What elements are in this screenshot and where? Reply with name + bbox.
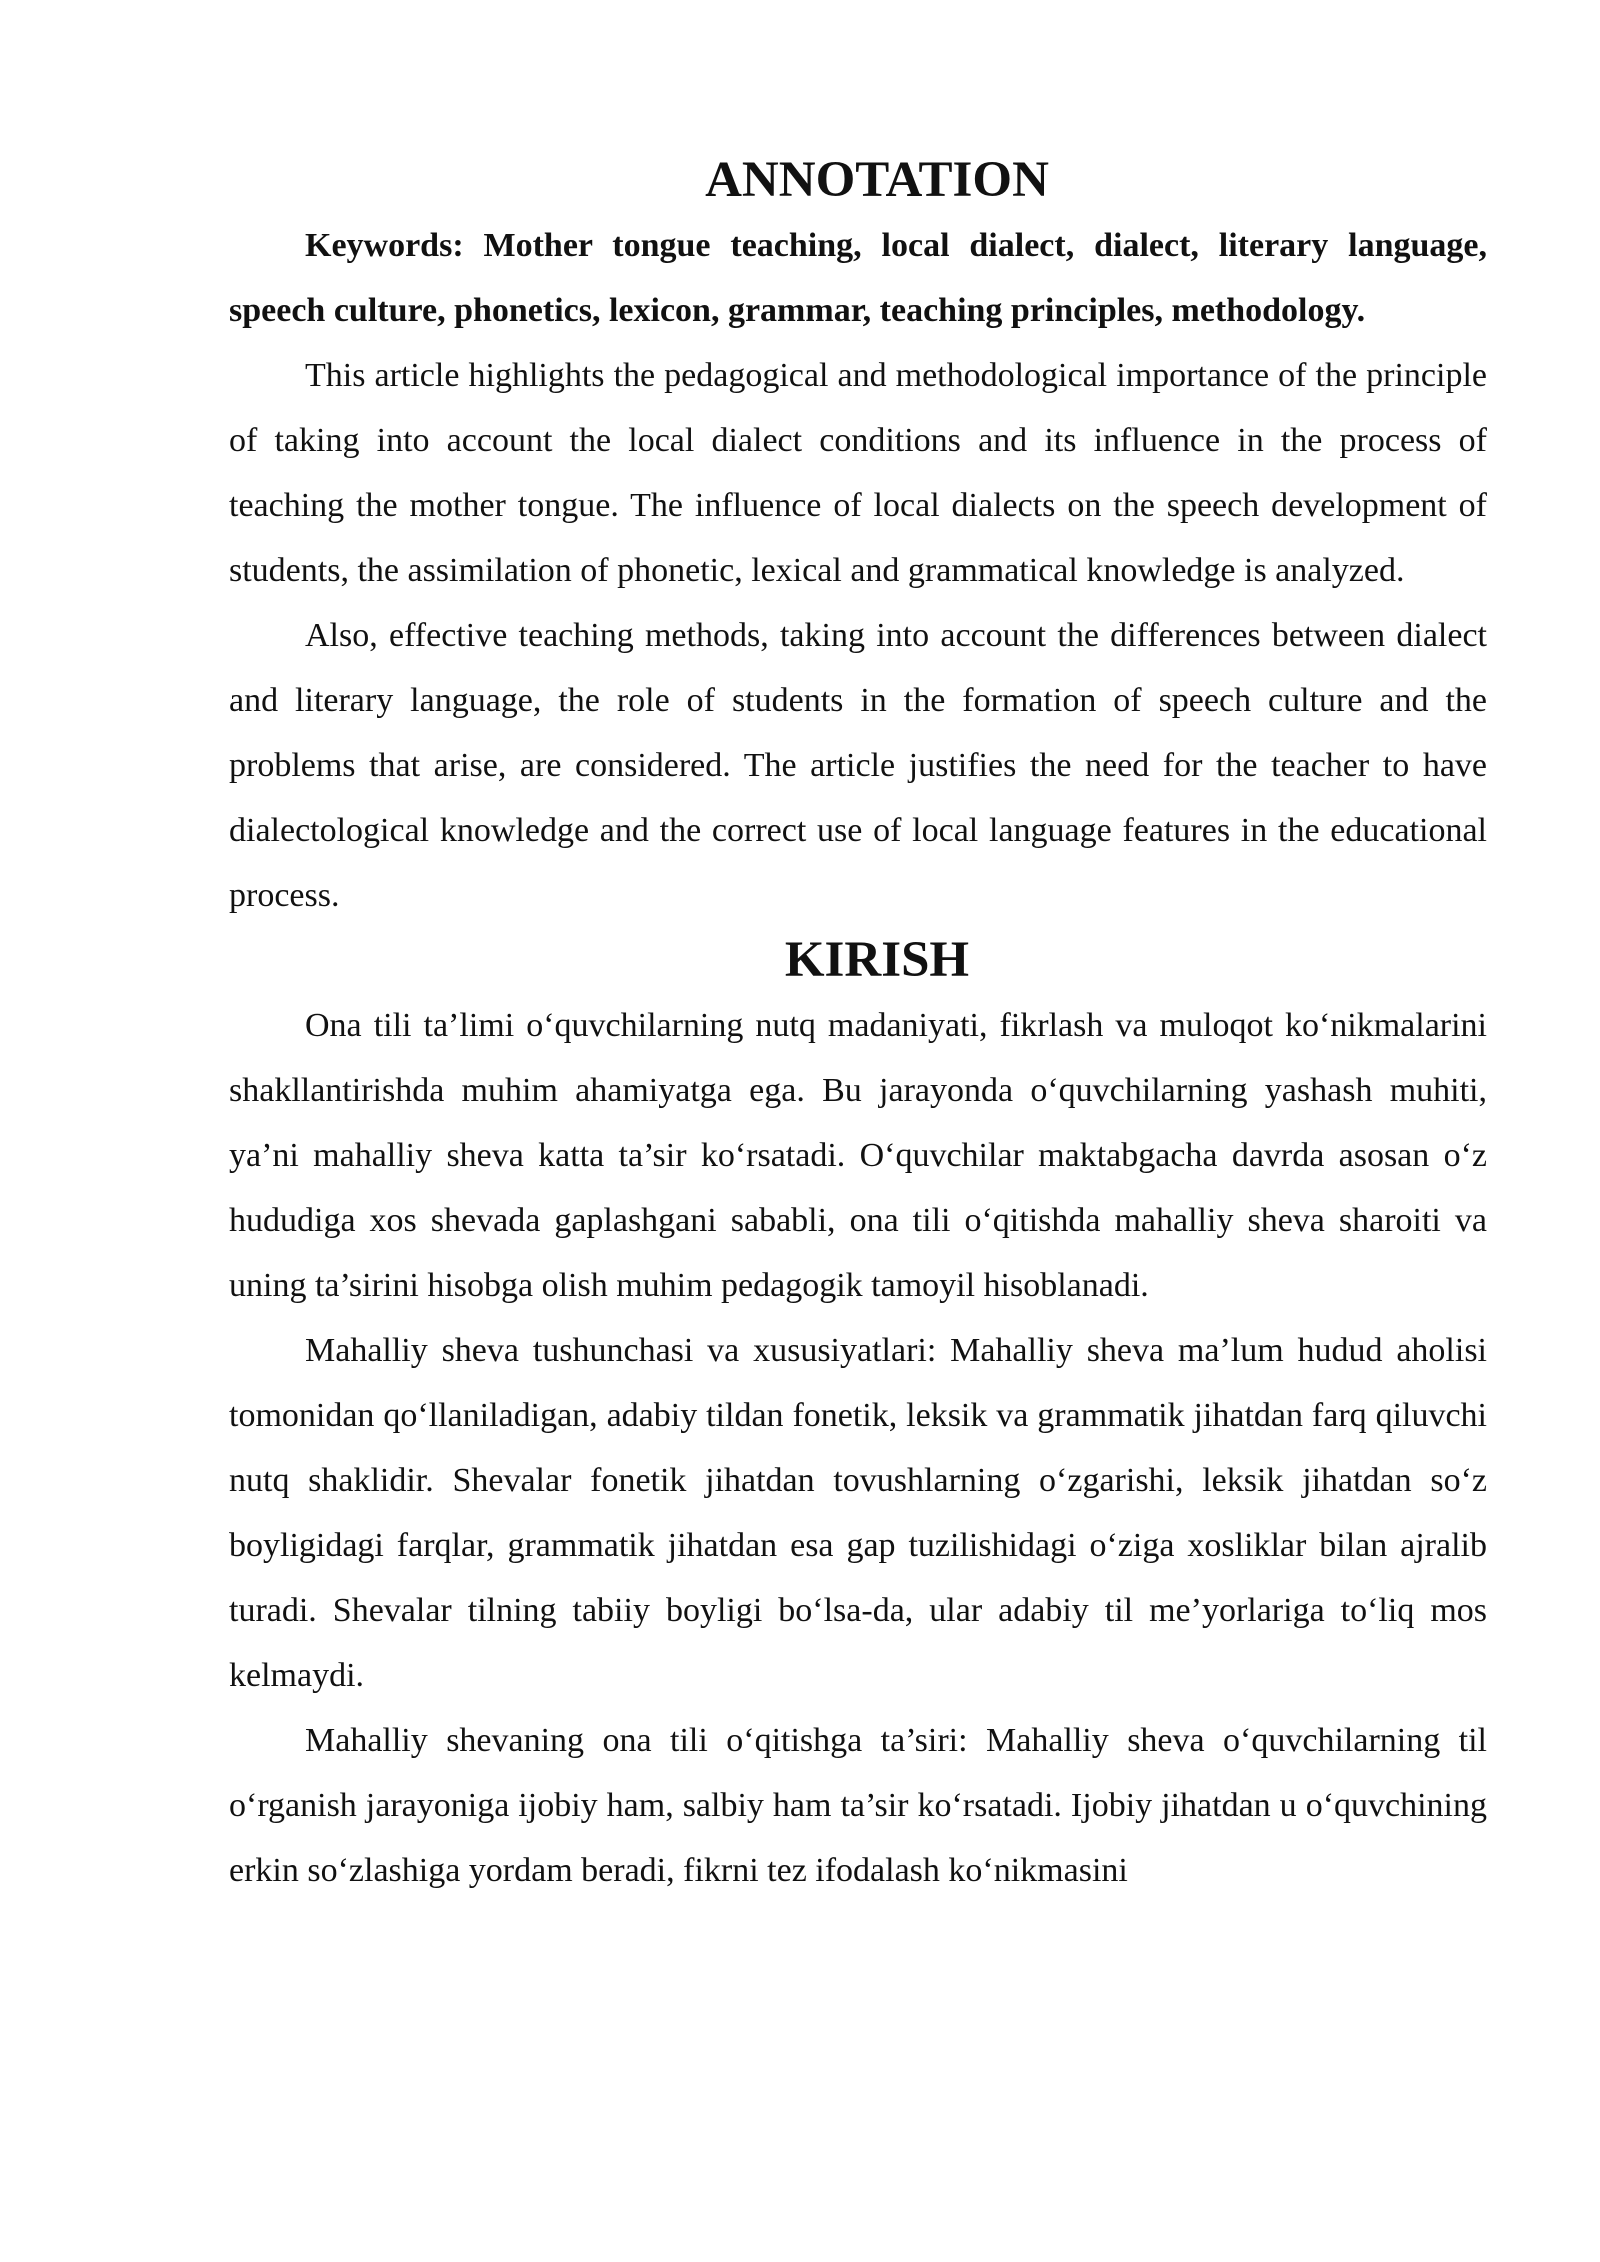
keywords-paragraph: Keywords: Mother tongue teaching, local dialect, dialect, literary language, speech culture, phonetics, lexicon, grammar, teaching principles, methodology. bbox=[229, 227, 1487, 329]
kirish-paragraph-2: Mahalliy sheva tushunchasi va xususiyatlari: Mahalliy sheva ma’lum hudud aholisi tomonidan qo‘llaniladigan, adabiy tildan fonetik, leksik va grammatik jihatdan farq qiluvchi nutq shaklidir. Shevalar fonetik jihatdan tovushlarning o‘zgarishi, leksik jihatdan so‘z boyligidagi farqlar, grammatik jihatdan esa gap tuzilishidagi o‘ziga xosliklar bilan ajralib turadi. Shevalar tilning tabiiy boyligi bo‘lsa-da, ular adabiy til me’yorlariga to‘liq mos kelmaydi. bbox=[229, 1332, 1487, 1694]
annotation-heading: ANNOTATION bbox=[705, 152, 1049, 208]
kirish-heading: KIRISH bbox=[784, 932, 970, 988]
annotation-paragraph-2: Also, effective teaching methods, taking into account the differences between dialect and literary language, the role of students in the formation of speech culture and the problems that arise, are considered. The article justifies the need for the teacher to have dialectological knowledge and the correct use of local language features in the educational process. bbox=[229, 617, 1487, 914]
annotation-paragraph-1: This article highlights the pedagogical and methodological importance of the principle of taking into account the local dialect conditions and its influence in the process of teaching the mother tongue. The influence of local dialects on the speech development of students, the assimilation of phonetic, lexical and grammatical knowledge is analyzed. bbox=[229, 357, 1487, 589]
document-body bbox=[229, 148, 1487, 1903]
kirish-paragraph-3: Mahalliy shevaning ona tili o‘qitishga ta’siri: Mahalliy sheva o‘quvchilarning til o‘rganish jarayoniga ijobiy ham, salbiy ham ta’sir ko‘rsatadi. Ijobiy jihatdan u o‘quvchining erkin so‘zlashiga yordam beradi, fikrni tez ifodalash ko‘nikmasini bbox=[229, 1722, 1487, 1889]
kirish-paragraph-1: Ona tili ta’limi o‘quvchilarning nutq madaniyati, fikrlash va muloqot ko‘nikmalarini shakllantirishda muhim ahamiyatga ega. Bu jarayonda o‘quvchilarning yashash muhiti, ya’ni mahalliy sheva katta ta’sir ko‘rsatadi. O‘quvchilar maktabgacha davrda asosan o‘z hududiga xos shevada gaplashgani sababli, ona tili o‘qitishda mahalliy sheva sharoiti va uning ta’sirini hisobga olish muhim pedagogik tamoyil hisoblanadi. bbox=[229, 1007, 1487, 1304]
